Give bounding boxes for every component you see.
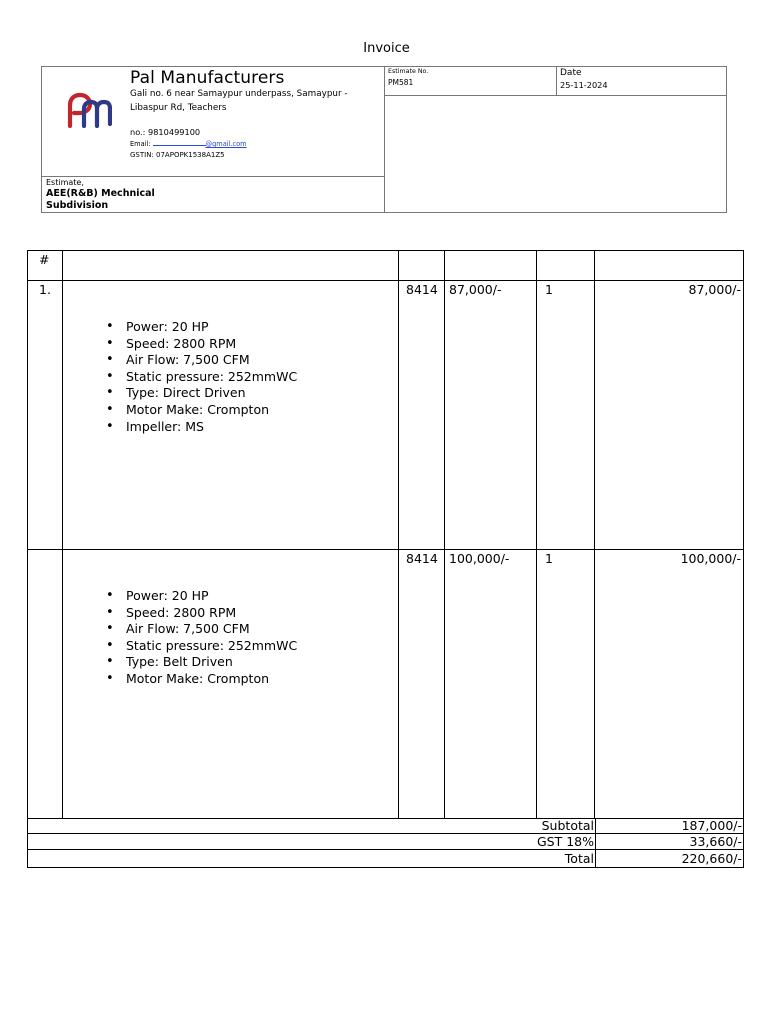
table-col-divider bbox=[398, 251, 399, 819]
item-qty: 1 bbox=[545, 282, 553, 297]
item-hsn: 8414 bbox=[406, 282, 438, 297]
invoice-header-box bbox=[41, 66, 727, 213]
item-qty: 1 bbox=[545, 551, 553, 566]
spec-item: • Static pressure: 252mmWC bbox=[126, 369, 297, 386]
total-label: Total bbox=[564, 851, 594, 866]
date-value: 25-11-2024 bbox=[560, 80, 608, 90]
document-title: Invoice bbox=[363, 41, 410, 56]
company-logo bbox=[66, 92, 112, 128]
spec-item: • Speed: 2800 RPM bbox=[126, 605, 297, 622]
spec-item: • Type: Belt Driven bbox=[126, 654, 297, 671]
table-row-divider bbox=[28, 280, 744, 281]
total-row bbox=[28, 850, 744, 866]
total-value: 220,660/- bbox=[681, 851, 742, 866]
item-rate: 100,000/- bbox=[449, 551, 510, 566]
spec-item: • Power: 20 HP bbox=[126, 319, 297, 336]
table-row-divider bbox=[63, 549, 744, 550]
gst-row bbox=[28, 834, 744, 850]
table-col-divider bbox=[594, 251, 595, 819]
gst-label: GST 18% bbox=[536, 834, 594, 849]
item-amount: 100,000/- bbox=[680, 551, 741, 566]
table-col-divider bbox=[62, 251, 63, 819]
estimate-to-line1: AEE(R&B) Mechnical bbox=[46, 188, 155, 199]
estimate-to-line2: Subdivision bbox=[46, 200, 109, 211]
spec-item: • Speed: 2800 RPM bbox=[126, 336, 297, 353]
header-divider bbox=[384, 95, 727, 96]
totals-divider bbox=[595, 818, 596, 867]
email-redacted bbox=[153, 139, 206, 146]
email-label: Email: bbox=[130, 140, 151, 148]
date-label: Date bbox=[560, 68, 582, 78]
spec-item: • Motor Make: Crompton bbox=[126, 671, 297, 688]
item-hsn: 8414 bbox=[406, 551, 438, 566]
spec-item: • Static pressure: 252mmWC bbox=[126, 638, 297, 655]
company-name: Pal Manufacturers bbox=[130, 68, 285, 88]
subtotal-label: Subtotal bbox=[541, 818, 594, 833]
spec-item: • Air Flow: 7,500 CFM bbox=[126, 352, 297, 369]
company-phone: no.: 9810499100 bbox=[130, 127, 201, 137]
estimate-to-label: Estimate, bbox=[46, 178, 84, 187]
table-col-divider bbox=[536, 251, 537, 819]
spec-item: • Power: 20 HP bbox=[126, 588, 297, 605]
header-divider bbox=[556, 67, 557, 95]
items-table bbox=[27, 250, 744, 819]
estimate-no-label: Estimate No. bbox=[388, 68, 429, 75]
spec-item: • Motor Make: Crompton bbox=[126, 402, 297, 419]
company-email bbox=[130, 139, 247, 148]
spec-item: • Air Flow: 7,500 CFM bbox=[126, 621, 297, 638]
company-address: Gali no. 6 near Samaypur underpass, Samaypur - Libaspur Rd, Teachers bbox=[130, 89, 348, 113]
item-rate: 87,000/- bbox=[449, 282, 502, 297]
table-header-index: # bbox=[39, 252, 50, 267]
estimate-no-value: PM581 bbox=[388, 78, 414, 87]
header-divider bbox=[384, 67, 385, 213]
table-col-divider bbox=[444, 251, 445, 819]
item-index: 1. bbox=[39, 282, 51, 297]
header-divider bbox=[42, 176, 384, 177]
subtotal-value: 187,000/- bbox=[681, 818, 742, 833]
gst-value: 33,660/- bbox=[689, 834, 742, 849]
email-domain-link[interactable]: @gmail.com bbox=[205, 140, 247, 148]
item-spec-list bbox=[126, 588, 297, 688]
subtotal-row bbox=[28, 818, 744, 834]
spec-item: • Impeller: MS bbox=[126, 419, 297, 436]
item-spec-list bbox=[126, 319, 297, 435]
spec-item: • Type: Direct Driven bbox=[126, 385, 297, 402]
table-row-divider bbox=[28, 549, 63, 550]
totals-block bbox=[27, 818, 744, 868]
company-gstin: GSTIN: 07APOPK1538A1Z5 bbox=[130, 151, 225, 159]
item-amount: 87,000/- bbox=[688, 282, 741, 297]
